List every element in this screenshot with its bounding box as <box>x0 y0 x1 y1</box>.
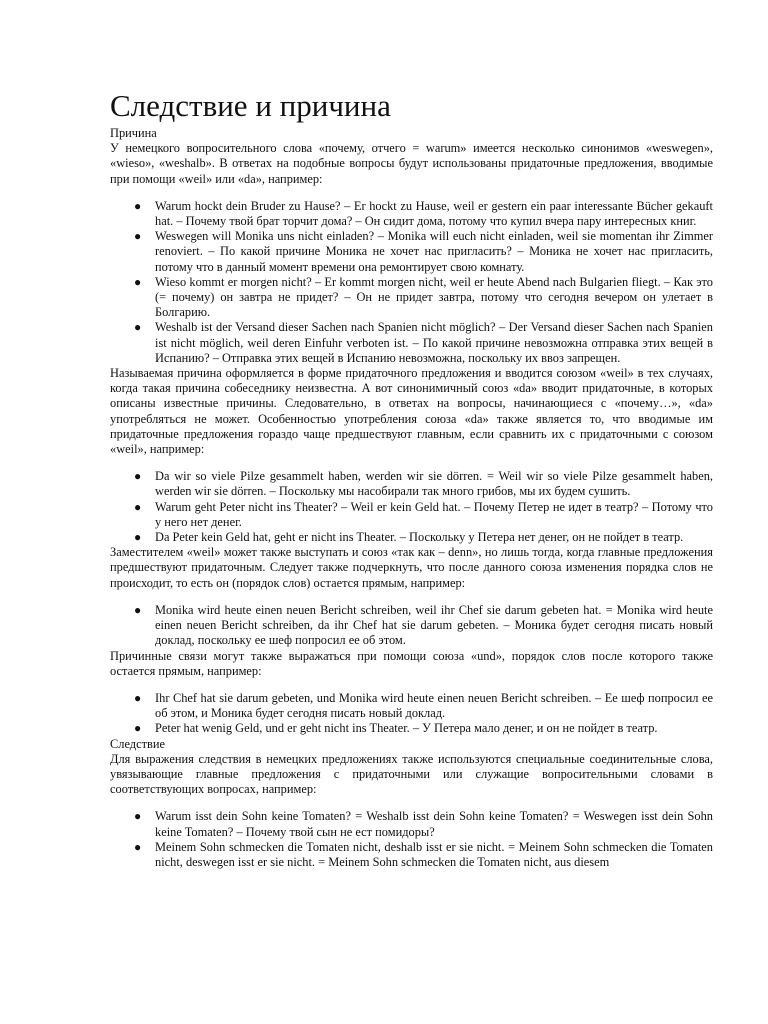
list-item-text: Wieso kommt er morgen nicht? – Er kommt morgen nicht, weil er heute Abend nach Bulgarien fliegt. – Как это (= почему) он завтра не придет? – Он не придет завтра, потому что сегодня вечером он улетает в Болгарию. <box>155 274 713 320</box>
bullet-icon: ● <box>134 229 142 244</box>
bullet-icon: ● <box>134 469 142 484</box>
list-item-text: Warum geht Peter nicht ins Theater? – Weil er kein Geld hat. – Почему Петер не идет в театр? – Потому что у него нет денег. <box>155 499 713 529</box>
bullet-icon: ● <box>134 499 142 514</box>
bullet-icon: ● <box>134 690 142 705</box>
list-item-text: Peter hat wenig Geld, und er geht nicht ins Theater. – У Петера мало денег, и он не пойдет в театр. <box>155 721 658 736</box>
bullet-icon: ● <box>134 530 142 545</box>
example-list-3 <box>110 603 713 649</box>
list-item <box>110 840 713 870</box>
bullet-icon: ● <box>134 809 142 824</box>
example-list-1 <box>110 199 713 366</box>
list-item <box>110 500 713 530</box>
paragraph-denn: Заместителем «weil» может также выступать и союз «так как – denn», но лишь тогда, когда главные предложения предшествуют придаточным. Следует также подчеркнуть, что после данного союза изменения порядка слов не происходит, то есть он (порядок слов) остается прямым, например: <box>110 545 713 590</box>
list-item <box>110 275 713 321</box>
example-list-5 <box>110 809 713 870</box>
page-title: Следствие и причина <box>110 88 391 123</box>
list-item <box>110 809 713 839</box>
bullet-icon: ● <box>134 839 142 854</box>
list-item-text: Ihr Chef hat sie darum gebeten, und Monika wird heute einen neuen Bericht schreiben. – Ее шеф попросил ее об этом, и Моника будет сегодня писать новый доклад. <box>155 690 713 721</box>
list-item <box>110 691 713 721</box>
list-item <box>110 603 713 649</box>
example-list-2 <box>110 469 713 545</box>
list-item-text: Warum isst dein Sohn keine Tomaten? = Weshalb isst dein Sohn keine Tomaten? = Weswegen isst dein Sohn keine Tomaten? – Почему твой сын не ест помидоры? <box>155 809 713 839</box>
paragraph-und: Причинные связи могут также выражаться при помощи союза «und», порядок слов после которого также остается прямым, например: <box>110 648 713 678</box>
list-item-text: Meinem Sohn schmecken die Tomaten nicht, deshalb isst er sie nicht. = Meinem Sohn schmecken die Tomaten nicht, deswegen isst er sie nicht. = Meinem Sohn schmecken die Tomaten nicht, aus diesem <box>155 839 713 869</box>
intro-paragraph: У немецкого вопросительного слова «почему, отчего = warum» имеется несколько синонимов «weswegen», «wieso», «weshalb». В ответах на подобные вопросы будут использованы придаточные предложения, вводимые при помощи «weil» или «da», например: <box>110 141 713 186</box>
example-list-4 <box>110 691 713 737</box>
list-item <box>110 530 713 545</box>
bullet-icon: ● <box>134 721 142 736</box>
list-item <box>110 469 713 499</box>
list-item-text: Da wir so viele Pilze gesammelt haben, werden wir sie dörren. = Weil wir so viele Pilze gesammelt haben, werden wir sie dörren. – Поскольку мы насобирали так много грибов, мы их будем сушить. <box>155 469 713 499</box>
list-item-text: Weswegen will Monika uns nicht einladen? – Monika will euch nicht einladen, weil sie momentan ihr Zimmer renoviert. – По какой причине Моника не хочет нас пригласить? – Моника не хочет нас пригласить, потому что в данный момент времени она ремонтирует свою комнату. <box>155 229 713 274</box>
list-item <box>110 229 713 275</box>
bullet-icon: ● <box>134 320 142 335</box>
paragraph-consequence: Для выражения следствия в немецких предложениях также используются специальные соединительные слова, увязывающие главные предложения с придаточными или служащие вопросительными словами в соответствующих вопросах, например: <box>110 751 713 797</box>
section-label-cause: Причина <box>110 126 157 140</box>
document-content <box>110 88 713 870</box>
list-item <box>110 320 713 366</box>
paragraph-weil-da: Называемая причина оформляется в форме придаточного предложения и вводится союзом «weil» в тех случаях, когда такая причина собеседнику неизвестна. А вот синонимичный союз «da» вводит придаточные, в которых описаны известные причины. Следовательно, в ответах на вопросы, начинающиеся с «почему…», «da» употребляться не может. Особенностью употребления союза «da» также является то, что вводимые им придаточные предложения гораздо чаще предшествуют главным, если сравнить их с придаточными с союзом «weil», например: <box>110 366 713 457</box>
list-item-text: Monika wird heute einen neuen Bericht schreiben, weil ihr Chef sie darum gebeten hat. = Monika wird heute einen neuen Bericht schreiben, da ihr Chef hat sie darum gebeten. – Моника будет сегодня писать новый доклад, поскольку ее шеф попросил ее об этом. <box>155 602 713 648</box>
list-item <box>110 721 713 736</box>
bullet-icon: ● <box>134 198 142 213</box>
bullet-icon: ● <box>134 274 142 289</box>
list-item-text: Da Peter kein Geld hat, geht er nicht ins Theater. – Поскольку у Петера нет денег, он не пойдет в театр. <box>155 530 684 545</box>
list-item-text: Weshalb ist der Versand dieser Sachen nach Spanien nicht möglich? – Der Versand dieser Sachen nach Spanien ist nicht möglich, weil deren Einfuhr verboten ist. – По какой причине невозможна отправка этих вещей в Испанию? – Отправка этих вещей в Испанию невозможна, поскольку их ввоз запрещен. <box>155 320 713 365</box>
section-label-consequence: Следствие <box>110 736 165 751</box>
list-item <box>110 199 713 229</box>
list-item-text: Warum hockt dein Bruder zu Hause? – Er hockt zu Hause, weil er gestern ein paar interessante Bücher gekauft hat. – Почему твой брат торчит дома? – Он сидит дома, потому что купил вчера пару интересных книг. <box>155 198 713 229</box>
bullet-icon: ● <box>134 602 142 617</box>
